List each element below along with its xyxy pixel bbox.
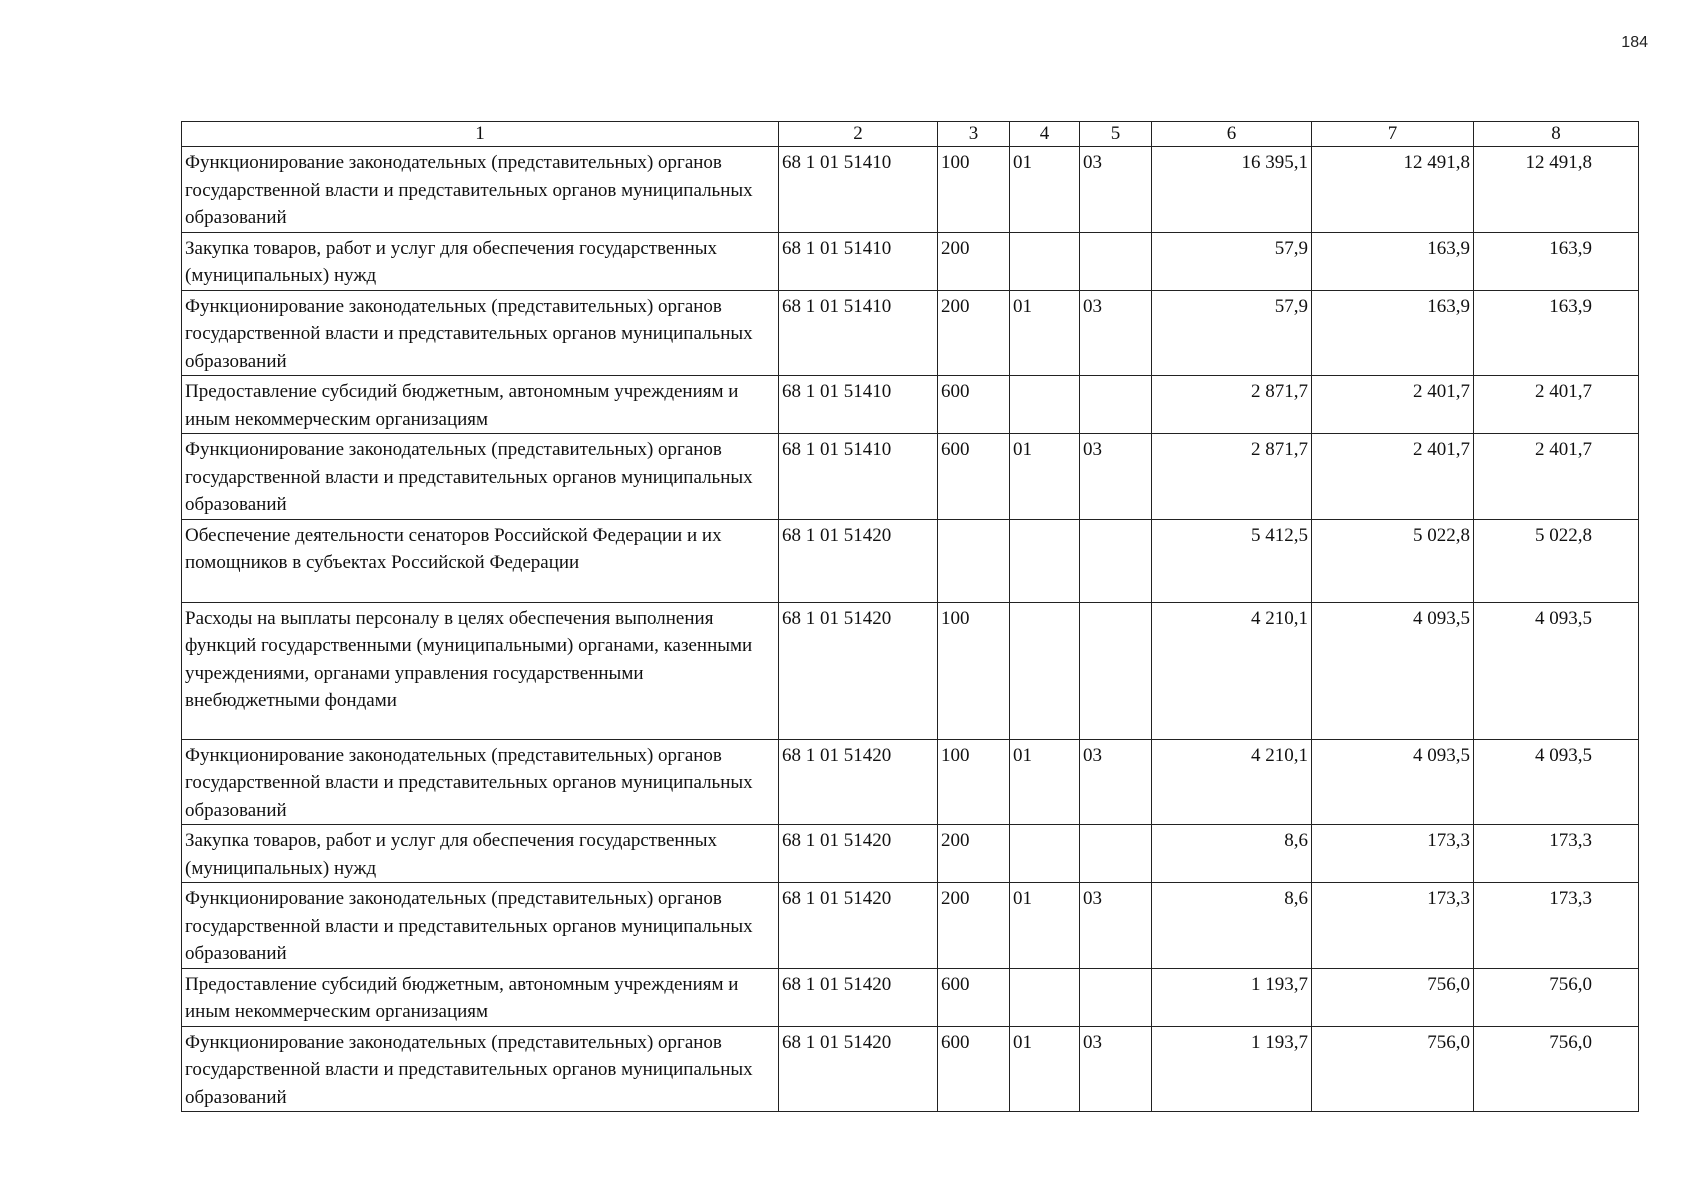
- row-subsection-cell: 03: [1080, 434, 1152, 520]
- row-value-col7-cell: 4 093,5: [1312, 602, 1474, 739]
- table-row: [182, 232, 1639, 290]
- row-value-col8-cell: 163,9: [1474, 232, 1639, 290]
- row-section-cell: [1010, 968, 1080, 1026]
- row-name-cell: Предоставление субсидий бюджетным, автономным учреждениям и иным некоммерческим организациям: [182, 968, 779, 1026]
- row-name-cell: Закупка товаров, работ и услуг для обеспечения государственных (муниципальных) нужд: [182, 825, 779, 883]
- row-section-cell: [1010, 602, 1080, 739]
- row-value-col6-cell: 57,9: [1152, 290, 1312, 376]
- table-row: [182, 1026, 1639, 1112]
- row-value-col7-cell: 4 093,5: [1312, 739, 1474, 825]
- page-number: 184: [1621, 34, 1648, 51]
- row-expense-type-cell: 200: [938, 290, 1010, 376]
- row-value-col8-cell: 2 401,7: [1474, 376, 1639, 434]
- row-name-cell: Функционирование законодательных (представительных) органов государственной власти и представительных органов муниципальных образований: [182, 290, 779, 376]
- row-subsection-cell: 03: [1080, 147, 1152, 233]
- row-expense-type-cell: 600: [938, 1026, 1010, 1112]
- table-row: [182, 883, 1639, 969]
- table-row: [182, 290, 1639, 376]
- row-value-col6-cell: 4 210,1: [1152, 602, 1312, 739]
- header-row: [182, 122, 1639, 147]
- row-value-col7-cell: 173,3: [1312, 883, 1474, 969]
- row-value-col8-cell: 4 093,5: [1474, 602, 1639, 739]
- row-value-col8-cell: 756,0: [1474, 1026, 1639, 1112]
- column-header: 4: [1010, 122, 1080, 147]
- row-value-col8-cell: 173,3: [1474, 883, 1639, 969]
- row-value-col7-cell: 2 401,7: [1312, 434, 1474, 520]
- row-section-cell: 01: [1010, 883, 1080, 969]
- row-name-cell: Закупка товаров, работ и услуг для обеспечения государственных (муниципальных) нужд: [182, 232, 779, 290]
- row-subsection-cell: 03: [1080, 1026, 1152, 1112]
- row-section-cell: [1010, 232, 1080, 290]
- table-row: [182, 825, 1639, 883]
- row-code-cell: 68 1 01 51410: [779, 434, 938, 520]
- row-value-col6-cell: 1 193,7: [1152, 1026, 1312, 1112]
- row-code-cell: 68 1 01 51420: [779, 968, 938, 1026]
- table-row: [182, 739, 1639, 825]
- row-subsection-cell: 03: [1080, 290, 1152, 376]
- row-value-col8-cell: 12 491,8: [1474, 147, 1639, 233]
- row-code-cell: 68 1 01 51410: [779, 290, 938, 376]
- row-expense-type-cell: [938, 519, 1010, 602]
- row-subsection-cell: [1080, 519, 1152, 602]
- row-expense-type-cell: 200: [938, 883, 1010, 969]
- column-header: 5: [1080, 122, 1152, 147]
- table-row: [182, 376, 1639, 434]
- row-value-col7-cell: 756,0: [1312, 1026, 1474, 1112]
- row-name-cell: Функционирование законодательных (представительных) органов государственной власти и представительных органов муниципальных образований: [182, 883, 779, 969]
- row-value-col7-cell: 173,3: [1312, 825, 1474, 883]
- table-row: [182, 434, 1639, 520]
- row-name-cell: Функционирование законодательных (представительных) органов государственной власти и представительных органов муниципальных образований: [182, 739, 779, 825]
- row-expense-type-cell: 100: [938, 739, 1010, 825]
- column-header: 7: [1312, 122, 1474, 147]
- row-value-col6-cell: 2 871,7: [1152, 434, 1312, 520]
- row-section-cell: 01: [1010, 739, 1080, 825]
- row-value-col6-cell: 4 210,1: [1152, 739, 1312, 825]
- row-value-col6-cell: 5 412,5: [1152, 519, 1312, 602]
- row-name-cell: Предоставление субсидий бюджетным, автономным учреждениям и иным некоммерческим организациям: [182, 376, 779, 434]
- row-subsection-cell: 03: [1080, 883, 1152, 969]
- column-header: 6: [1152, 122, 1312, 147]
- row-code-cell: 68 1 01 51420: [779, 519, 938, 602]
- row-section-cell: [1010, 519, 1080, 602]
- row-code-cell: 68 1 01 51410: [779, 376, 938, 434]
- row-code-cell: 68 1 01 51420: [779, 825, 938, 883]
- row-value-col6-cell: 8,6: [1152, 883, 1312, 969]
- row-name-cell: Функционирование законодательных (представительных) органов государственной власти и представительных органов муниципальных образований: [182, 1026, 779, 1112]
- row-value-col8-cell: 173,3: [1474, 825, 1639, 883]
- row-name-cell: Обеспечение деятельности сенаторов Российской Федерации и их помощников в субъектах Российской Федерации: [182, 519, 779, 602]
- row-value-col6-cell: 1 193,7: [1152, 968, 1312, 1026]
- row-section-cell: 01: [1010, 147, 1080, 233]
- row-section-cell: 01: [1010, 434, 1080, 520]
- row-value-col6-cell: 8,6: [1152, 825, 1312, 883]
- row-value-col7-cell: 5 022,8: [1312, 519, 1474, 602]
- row-name-cell: Функционирование законодательных (представительных) органов государственной власти и представительных органов муниципальных образований: [182, 434, 779, 520]
- row-name-cell: Расходы на выплаты персоналу в целях обеспечения выполнения функций государственными (муниципальными) органами, казенными учреждениями, органами управления государственными внебюджетными фондами: [182, 602, 779, 739]
- row-subsection-cell: [1080, 968, 1152, 1026]
- row-value-col8-cell: 2 401,7: [1474, 434, 1639, 520]
- row-subsection-cell: 03: [1080, 739, 1152, 825]
- column-header: 3: [938, 122, 1010, 147]
- row-code-cell: 68 1 01 51420: [779, 1026, 938, 1112]
- row-section-cell: 01: [1010, 290, 1080, 376]
- row-value-col6-cell: 57,9: [1152, 232, 1312, 290]
- row-value-col7-cell: 756,0: [1312, 968, 1474, 1026]
- row-expense-type-cell: 100: [938, 147, 1010, 233]
- row-subsection-cell: [1080, 232, 1152, 290]
- row-section-cell: [1010, 376, 1080, 434]
- row-expense-type-cell: 100: [938, 602, 1010, 739]
- row-subsection-cell: [1080, 825, 1152, 883]
- row-expense-type-cell: 200: [938, 232, 1010, 290]
- column-header: 1: [182, 122, 779, 147]
- row-expense-type-cell: 600: [938, 376, 1010, 434]
- row-code-cell: 68 1 01 51420: [779, 739, 938, 825]
- row-expense-type-cell: 600: [938, 968, 1010, 1026]
- row-value-col8-cell: 5 022,8: [1474, 519, 1639, 602]
- row-expense-type-cell: 200: [938, 825, 1010, 883]
- row-value-col6-cell: 2 871,7: [1152, 376, 1312, 434]
- row-subsection-cell: [1080, 376, 1152, 434]
- row-section-cell: [1010, 825, 1080, 883]
- table-row: [182, 519, 1639, 602]
- row-value-col7-cell: 12 491,8: [1312, 147, 1474, 233]
- row-code-cell: 68 1 01 51420: [779, 883, 938, 969]
- table-row: [182, 602, 1639, 739]
- column-header: 8: [1474, 122, 1639, 147]
- row-expense-type-cell: 600: [938, 434, 1010, 520]
- row-value-col6-cell: 16 395,1: [1152, 147, 1312, 233]
- budget-table: [181, 121, 1639, 1112]
- row-value-col7-cell: 163,9: [1312, 290, 1474, 376]
- row-value-col8-cell: 756,0: [1474, 968, 1639, 1026]
- column-header: 2: [779, 122, 938, 147]
- row-section-cell: 01: [1010, 1026, 1080, 1112]
- row-code-cell: 68 1 01 51410: [779, 232, 938, 290]
- row-value-col7-cell: 163,9: [1312, 232, 1474, 290]
- table-row: [182, 968, 1639, 1026]
- row-code-cell: 68 1 01 51420: [779, 602, 938, 739]
- row-subsection-cell: [1080, 602, 1152, 739]
- row-code-cell: 68 1 01 51410: [779, 147, 938, 233]
- row-value-col7-cell: 2 401,7: [1312, 376, 1474, 434]
- row-value-col8-cell: 4 093,5: [1474, 739, 1639, 825]
- table-row: [182, 147, 1639, 233]
- row-value-col8-cell: 163,9: [1474, 290, 1639, 376]
- row-name-cell: Функционирование законодательных (представительных) органов государственной власти и представительных органов муниципальных образований: [182, 147, 779, 233]
